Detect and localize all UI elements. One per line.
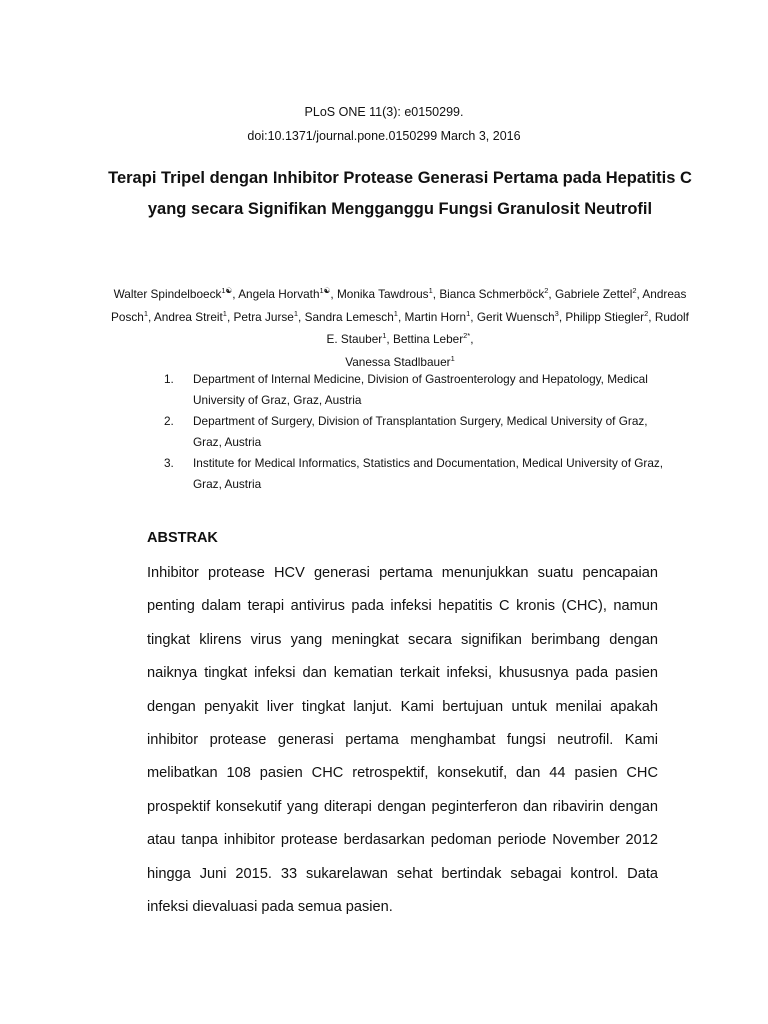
author-name: Bettina Leber xyxy=(392,332,464,346)
author xyxy=(565,310,654,324)
author-list xyxy=(110,283,690,373)
author xyxy=(477,310,566,324)
affiliation-text: Department of Surgery, Division of Transplantation Surgery, Medical University of Graz, Graz, Austria xyxy=(193,414,648,449)
author-name: Walter Spindelboeck xyxy=(113,287,222,301)
author-affiliation-mark: 2 xyxy=(644,308,649,318)
author-separator: , xyxy=(558,309,566,324)
author-affiliation-mark: 1 xyxy=(293,308,299,318)
author-separator: , xyxy=(397,309,405,324)
author-affiliation-mark: 1☯ xyxy=(319,286,331,296)
author xyxy=(154,310,234,324)
author xyxy=(238,287,337,301)
author-name: Vanessa Stadlbauer xyxy=(345,354,451,369)
author-separator: , xyxy=(648,309,655,324)
affiliation-text: Institute for Medical Informatics, Statistics and Documentation, Medical University of Graz, Graz, Austria xyxy=(193,456,664,491)
author xyxy=(234,310,305,324)
author-affiliation-mark: 3 xyxy=(554,308,559,318)
author-affiliation-mark: 1 xyxy=(382,331,387,341)
author xyxy=(337,287,439,301)
citation-journal: PLoS ONE 11(3): e0150299. xyxy=(304,105,464,119)
author-name: Martin Horn xyxy=(404,309,467,324)
author-separator: , xyxy=(148,309,154,324)
affiliation-list xyxy=(164,369,664,495)
author xyxy=(555,287,642,301)
author-separator: , xyxy=(548,287,555,301)
author-name: Monika Tawdrous xyxy=(336,287,429,301)
author-name: Gerit Wuensch xyxy=(476,309,555,324)
author-separator: , xyxy=(470,332,474,346)
author-name: Philipp Stiegler xyxy=(565,309,645,324)
author-name: Petra Jurse xyxy=(233,309,294,324)
author-affiliation-mark: 1 xyxy=(393,308,398,318)
author-separator: , xyxy=(298,309,305,324)
author-affiliation-mark: 1 xyxy=(222,308,227,318)
abstract-heading: ABSTRAK xyxy=(147,530,218,546)
author-affiliation-mark: 1 xyxy=(143,308,149,318)
affiliation-number: 3. xyxy=(164,456,174,470)
author xyxy=(393,332,474,346)
author-affiliation-mark: 1 xyxy=(450,353,455,363)
affiliation-number: 2. xyxy=(164,414,174,428)
abstract-body: Inhibitor protease HCV generasi pertama menunjukkan suatu pencapaian penting dalam terapi antivirus pada infeksi hepatitis C kronis (CHC), namun tingkat klirens virus yang meningkat secara signifikan berimbang dengan naiknya tingkat infeksi dan kematian terkait infeksi, khususnya pada pasien dengan penyakit liver tingkat lanjut. Kami bertujuan untuk menilai apakah inhibitor protease generasi pertama menghambat fungsi neutrofil. Kami melibatkan 108 pasien CHC retrospektif, konsekutif, dan 44 pasien CHC prospektif konsekutif yang diterapi dengan peginterferon dan ribavirin dengan atau tanpa inhibitor protease berdasarkan pedoman periode November 2012 hingga Juni 2015. 33 sukarelawan sehat bertindak sebagai kontrol. Data infeksi dievaluasi pada semua pasien. xyxy=(147,565,658,916)
citation-block xyxy=(0,100,768,148)
citation-doi: doi:10.1371/journal.pone.0150299 March 3, 2016 xyxy=(247,129,521,143)
author-separator: , xyxy=(330,287,337,301)
author-affiliation-mark: 2 xyxy=(544,286,549,296)
author-affiliation-mark: 1 xyxy=(466,308,471,318)
author-separator: , xyxy=(386,332,393,346)
author-name: Gabriele Zettel xyxy=(554,287,633,301)
author xyxy=(405,310,477,324)
affiliation-item xyxy=(164,453,664,495)
author-affiliation-mark: 1☯ xyxy=(221,286,233,296)
affiliation-item xyxy=(164,411,664,453)
author-name: Rudolf E. Stauber xyxy=(326,309,689,346)
author-name: Bianca Schmerböck xyxy=(439,287,545,301)
author-affiliation-mark: 2* xyxy=(463,331,471,341)
author-separator: , xyxy=(226,309,234,324)
author-separator: , xyxy=(232,287,239,301)
author-name: Andreas Posch xyxy=(111,287,687,324)
author-name: Andrea Streit xyxy=(153,309,223,324)
author xyxy=(114,287,239,301)
author xyxy=(439,287,555,301)
author xyxy=(305,310,405,324)
affiliation-text: Department of Internal Medicine, Division of Gastroenterology and Hepatology, Medical University of Graz, Graz, Austria xyxy=(193,372,648,407)
author xyxy=(345,355,455,369)
author-affiliation-mark: 2 xyxy=(632,286,637,296)
author-affiliation-mark: 1 xyxy=(428,286,433,296)
author-name: Angela Horvath xyxy=(238,287,320,301)
affiliation-number: 1. xyxy=(164,372,174,386)
author-name: Sandra Lemesch xyxy=(304,309,394,324)
author-separator: , xyxy=(432,287,440,301)
affiliation-item xyxy=(164,369,664,411)
author-separator: , xyxy=(636,287,643,301)
author-separator: , xyxy=(470,309,477,324)
paper-title: Terapi Tripel dengan Inhibitor Protease Generasi Pertama pada Hepatitis C yang secara Signifikan Mengganggu Fungsi Granulosit Neutrofil xyxy=(108,169,692,218)
